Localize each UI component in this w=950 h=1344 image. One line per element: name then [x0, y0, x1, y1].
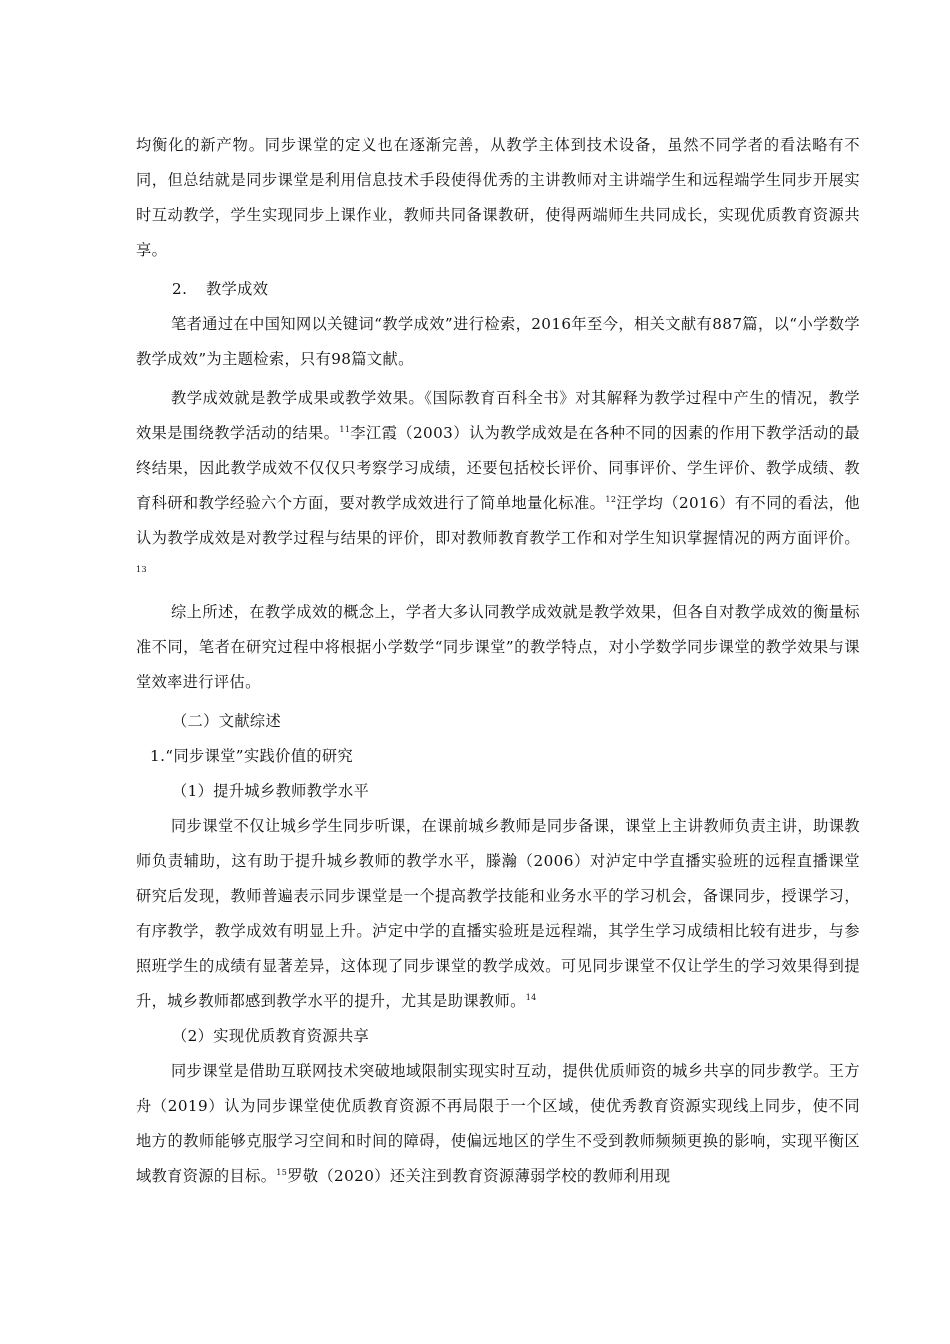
paragraph-text: 同步课堂是借助互联网技术突破地域限制实现实时互动，提供优质师资的城乡共享的同步教学。王方舟（2019）认为同步课堂使优质教育资源不再局限于一个区域，使优秀教育资源实现线上同步，使不同地方的教师能够克服学习空间和时间的障碍，使偏远地区的学生不受到教师频频更换的影响，实现平衡区域教育资源的目标。: [136, 1062, 860, 1185]
heading-label: 教学成效: [206, 280, 269, 298]
footnote-ref: 14: [525, 993, 537, 1002]
paragraph-text: 同步课堂不仅让城乡学生同步听课，在课前城乡教师是同步备课，课堂上主讲教师负责主讲，助课教师负责辅助，这有助于提升城乡教师的教学水平，滕瀚（2006）对泸定中学直播实验班的远程直播课堂研究后发现，教师普遍表示同步课堂是一个提高教学技能和业务水平的学习机会，备课同步，授课学习，有序教学，教学成效有明显上升。泸定中学的直播实验班是远程端，其学生学习成绩相比较有进步，与参照班学生的成绩有显著差异，这体现了同步课堂的教学成效。可见同步课堂不仅让学生的学习效果得到提升，城乡教师都感到教学水平的提升，尤其是助课教师。: [136, 817, 860, 1010]
heading-practice-value: 1.“同步课堂”实践价值的研究: [150, 747, 354, 765]
paragraph-text: 李江霞（2003）认为教学成效是在各种不同的因素的作用下教学活动的最终结果，因此教学成效不仅仅只考察学习成绩，还要包括校长评价、同事评价、学生评价、教学成绩、教育科研和教学经验六个方面，要对教学成效进行了简单地量化标准。: [136, 424, 860, 512]
paragraph-text: 汪学均（2016）有不同的看法，他认为教学成效是对教学过程与结果的评价，即对教师教育教学工作和对学生知识掌握情况的两方面评价。: [136, 494, 861, 547]
footnote-ref: 13: [136, 565, 147, 574]
paragraph-text: 教学成效就是教学成果或教学效果。《国际教育百科全书》对其解释为教学过程中产生的情况，教学效果是围绕教学活动的结果。: [136, 389, 860, 442]
heading-teaching-effect: [136, 272, 860, 307]
heading-number: 2.: [172, 280, 188, 298]
paragraph-literature-search: 笔者通过在中国知网以关键词“教学成效”进行检索，2016年至今，相关文献有887篇，以“小学数学教学成效”为主题检索，只有98篇文献。: [136, 315, 860, 368]
heading-literature-review: （二）文献综述: [172, 712, 282, 730]
heading-resource-sharing: （2）实现优质教育资源共享: [172, 1027, 370, 1045]
heading-teacher-level: （1）提升城乡教师教学水平: [172, 782, 370, 800]
paragraph-summary: 综上所述，在教学成效的概念上，学者大多认同教学成效就是教学效果，但各自对教学成效的衡量标准不同，笔者在研究过程中将根据小学数学“同步课堂”的教学特点，对小学数学同步课堂的教学效果与课堂效率进行评估。: [136, 603, 860, 691]
footnote-ref: 15: [276, 1168, 288, 1177]
paragraph-effect-definition: [136, 381, 860, 591]
paragraph-teacher-level: [136, 809, 860, 1019]
paragraph-resource-sharing: [136, 1054, 860, 1194]
paragraph-text: 罗敬（2020）还关注到教育资源薄弱学校的教师利用现: [287, 1167, 671, 1185]
paragraph-definition-end: 均衡化的新产物。同步课堂的定义也在逐渐完善，从教学主体到技术设备，虽然不同学者的看法略有不同，但总结就是同步课堂是利用信息技术手段使得优秀的主讲教师对主讲端学生和远程端学生同步开展实时互动教学，学生实现同步上课作业，教师共同备课教研，使得两端师生共同成长，实现优质教育资源共享。: [136, 136, 860, 259]
footnote-ref: 11: [339, 425, 351, 434]
footnote-ref: 12: [605, 495, 617, 504]
